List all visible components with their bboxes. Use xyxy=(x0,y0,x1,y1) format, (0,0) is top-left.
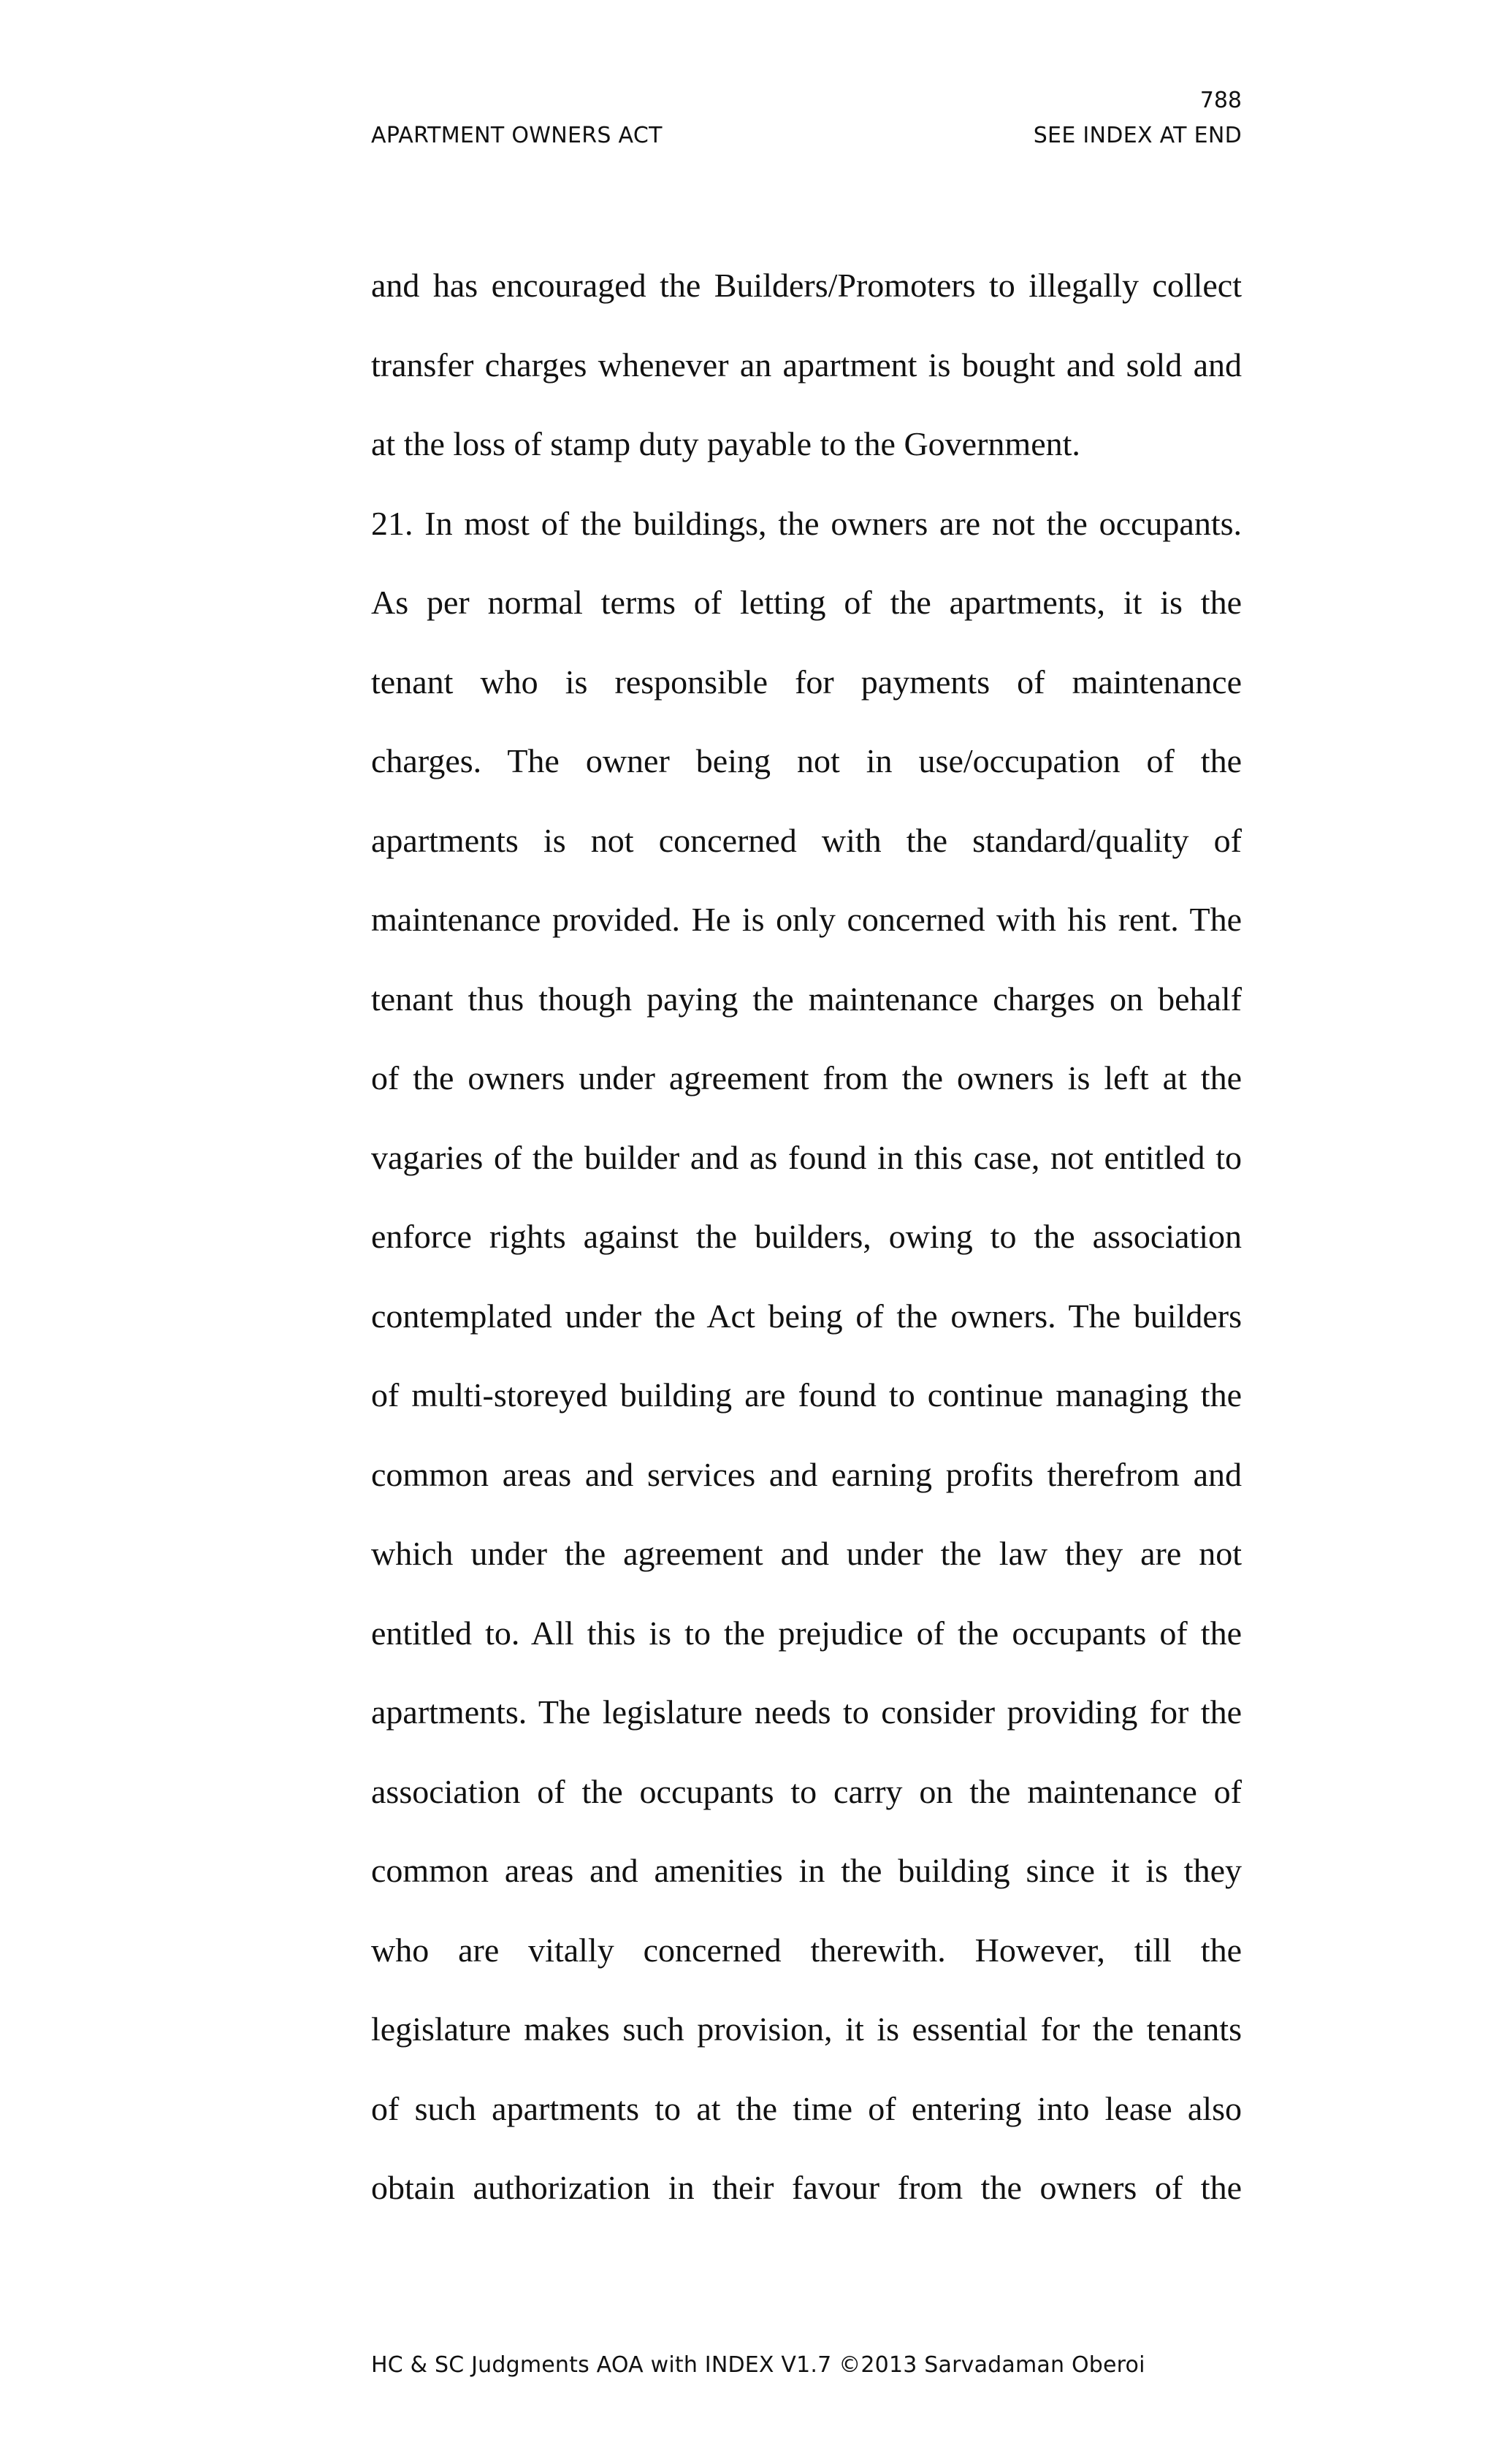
text-line: common areas and services and earning profits therefrom and xyxy=(371,1455,1242,1493)
text-line: tenant thus though paying the maintenance charges on behalf xyxy=(371,980,1242,1018)
text-line: legislature makes such provision, it is essential for the tenants xyxy=(371,2010,1242,2048)
text-line: association of the occupants to carry on the maintenance of xyxy=(371,1772,1242,1810)
text-line: transfer charges whenever an apartment is bought and sold and xyxy=(371,346,1242,384)
text-line: at the loss of stamp duty payable to the Government. xyxy=(371,425,1080,462)
text-line: obtain authorization in their favour from the owners of the xyxy=(371,2169,1242,2206)
page-number: 788 xyxy=(1199,88,1242,113)
page-footer: HC & SC Judgments AOA with INDEX V1.7 ©2013 Sarvadaman Oberoi xyxy=(371,2352,1145,2378)
text-line: apartments. The legislature needs to consider providing for the xyxy=(371,1693,1242,1731)
text-line: who are vitally concerned therewith. However, till the xyxy=(371,1931,1242,1969)
text-line: common areas and amenities in the building since it is they xyxy=(371,1852,1242,1889)
text-line: of such apartments to at the time of entering into lease also xyxy=(371,2089,1242,2127)
text-line: apartments is not concerned with the standard/quality of xyxy=(371,821,1242,859)
text-line: of the owners under agreement from the owners is left at the xyxy=(371,1059,1242,1096)
running-header-title: APARTMENT OWNERS ACT xyxy=(371,123,663,148)
text-line: contemplated under the Act being of the owners. The builders xyxy=(371,1297,1242,1335)
text-line: entitled to. All this is to the prejudice of the occupants of the xyxy=(371,1614,1242,1652)
paragraph-21-start: 21. In most of the buildings, the owners are not the occupants. xyxy=(371,504,1242,542)
text-line: enforce rights against the builders, owing to the association xyxy=(371,1218,1242,1255)
text-line: maintenance provided. He is only concerned with his rent. The xyxy=(371,901,1242,938)
running-header-index-note: SEE INDEX AT END xyxy=(1033,123,1242,148)
judgment-body-text xyxy=(371,258,1242,2240)
text-line: which under the agreement and under the law they are not xyxy=(371,1535,1242,1572)
text-line: vagaries of the builder and as found in this case, not entitled to xyxy=(371,1138,1242,1176)
text-line: and has encouraged the Builders/Promoters to illegally collect xyxy=(371,267,1242,304)
text-line: charges. The owner being not in use/occupation of the xyxy=(371,742,1242,779)
text-line: As per normal terms of letting of the apartments, it is the xyxy=(371,584,1242,621)
text-line: of multi-storeyed building are found to continue managing the xyxy=(371,1376,1242,1414)
text-line: tenant who is responsible for payments of maintenance xyxy=(371,663,1242,701)
